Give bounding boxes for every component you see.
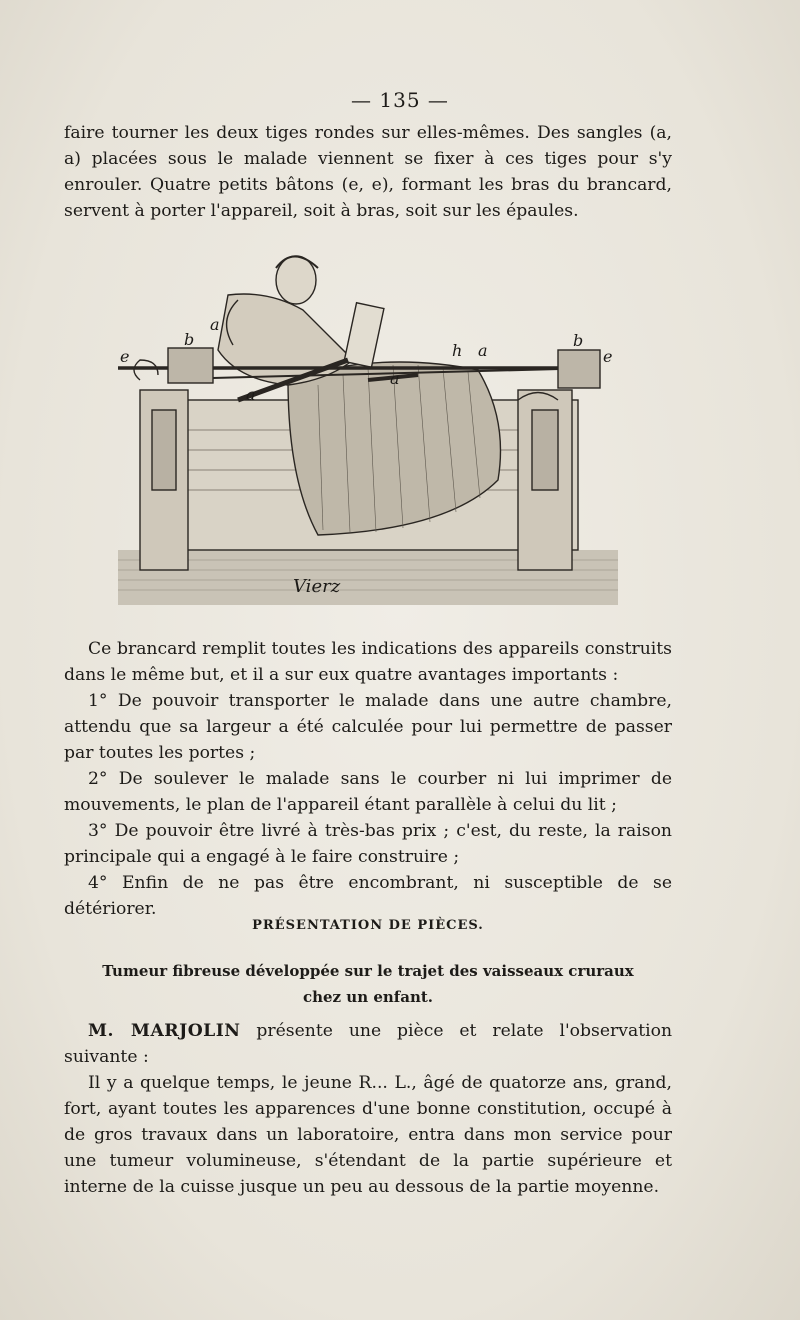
fig-label-e-right: e	[603, 347, 613, 366]
observation-text: Il y a quelque temps, le jeune R... L., âgé de quatorze ans, grand, fort, ayant toutes les apparences d'une bonne constitution, occupé à de gros travaux dans un laboratoire, entra dans mon service pour une tumeur volumineuse, s'étendant de la partie supérieure et interne de la cuisse jusque un peu au dessous de la partie moyenne.	[64, 1073, 672, 1197]
fig-label-a-top: a	[210, 315, 220, 334]
fig-label-h: h	[452, 341, 463, 360]
advantage-2: 2° De soulever le malade sans le courber ni lui imprimer de mouvements, le plan de l'appareil étant parallèle à celui du lit ;	[64, 769, 672, 815]
fig-label-a-center: a	[390, 369, 400, 388]
fig-label-b-left: b	[184, 330, 195, 349]
advantage-4: 4° Enfin de ne pas être encombrant, ni susceptible de se détériorer.	[64, 873, 672, 919]
fig-label-a-right: a	[478, 341, 488, 360]
engraver-signature: Vierz	[293, 576, 341, 597]
fig-label-a-strap: a	[246, 385, 256, 404]
advantage-1: 1° De pouvoir transporter le malade dans une autre chambre, attendu que sa largeur a été calculée pour lui permettre de passer par toutes les portes ;	[64, 691, 672, 763]
advantage-3: 3° De pouvoir être livré à très-bas prix ; c'est, du reste, la raison principale qui a engagé à le faire construire ;	[64, 821, 672, 867]
advantages-intro: Ce brancard remplit toutes les indications des appareils construits dans le même but, et il a sur eux quatre avantages importants :	[64, 639, 672, 685]
case-title-line-2: chez un enfant.	[302, 988, 434, 1006]
speaker-name: M. MARJOLIN	[88, 1021, 241, 1041]
fig-label-e-left: e	[120, 347, 130, 366]
speaker-text: présente une pièce et relate l'observation suivante :	[64, 1021, 673, 1067]
case-title	[64, 958, 672, 1010]
observation-section	[64, 1018, 672, 1200]
case-title-line-1: Tumeur fibreuse développée sur le trajet des vaisseaux cruraux	[102, 962, 634, 980]
advantages-section	[64, 636, 672, 922]
section-heading: PRÉSENTATION DE PIÈCES.	[252, 918, 484, 933]
intro-text: faire tourner les deux tiges rondes sur elles-mêmes. Des sangles (a, a) placées sous le malade viennent se fixer à ces tiges pour s'y enrouler. Quatre petits bâtons (e, e), formant les bras du brancard, servent à porter l'appareil, soit à bras, soit sur les épaules.	[64, 123, 672, 221]
intro-paragraph	[64, 120, 672, 224]
stretcher-illustration	[118, 250, 618, 610]
speaker-line	[64, 1018, 672, 1070]
page-number: — 135 —	[351, 88, 449, 112]
fig-label-b-right: b	[573, 331, 584, 350]
